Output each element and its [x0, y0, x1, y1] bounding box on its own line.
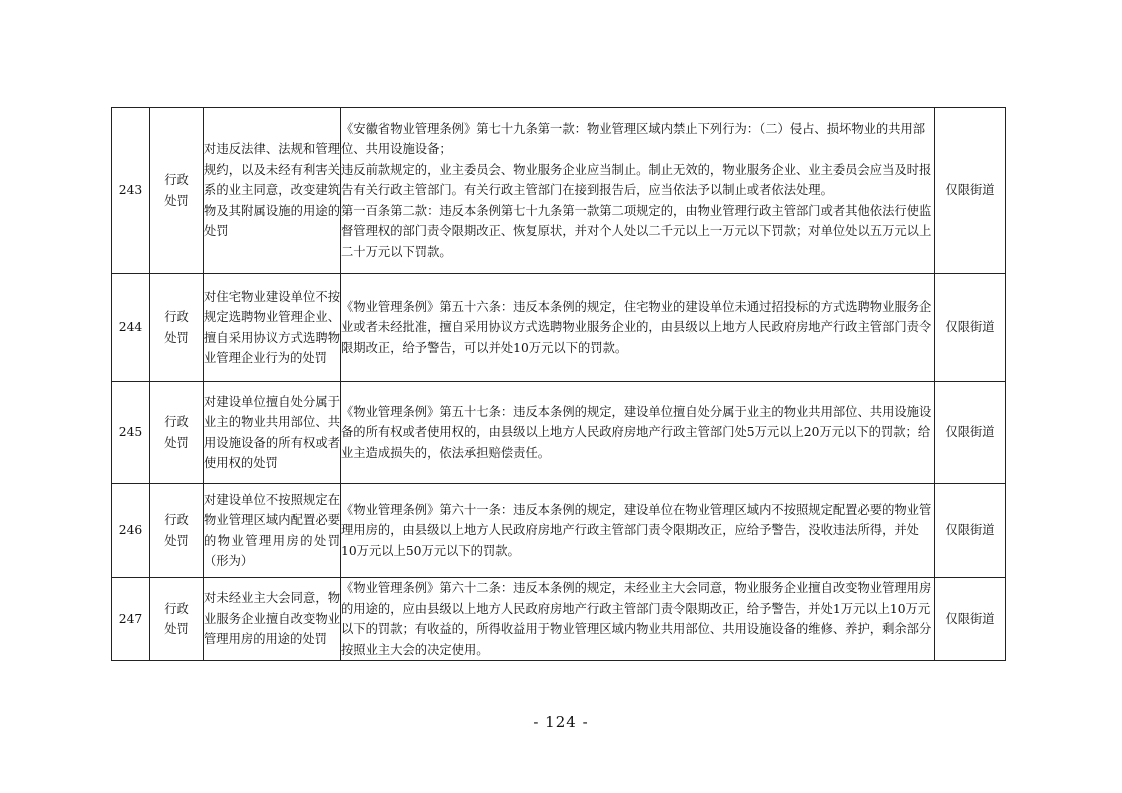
- penalty-category: [150, 484, 204, 578]
- row-number: 244: [112, 274, 150, 382]
- scope-cell: 仅限街道: [935, 274, 1006, 382]
- penalty-item: 对住宅物业建设单位不按规定选聘物业管理企业、擅自采用协议方式选聘物业管理企业行为的处罚: [204, 274, 341, 382]
- penalty-category: [150, 108, 204, 274]
- scope-cell: 仅限街道: [935, 484, 1006, 578]
- penalty-category: [150, 578, 204, 661]
- legal-basis-paragraph: 《物业管理条例》第五十七条：违反本条例的规定，建设单位擅自处分属于业主的物业共用部位、共用设施设备的所有权或者使用权的，由县级以上地方人民政府房地产行政主管部门处5万元以上20万元以下的罚款；给业主造成损失的，依法承担赔偿责任。: [341, 404, 932, 460]
- row-number: 243: [112, 108, 150, 274]
- penalty-item: 对违反法律、法规和管理规约，以及未经有利害关系的业主同意，改变建筑物及其附属设施的用途的处罚: [204, 108, 341, 274]
- scope-cell: 仅限街道: [935, 108, 1006, 274]
- penalty-item: 对建设单位不按照规定在物业管理区域内配置必要的物业管理用房的处罚（形为）: [204, 484, 341, 578]
- table-row: [112, 578, 1006, 661]
- legal-basis-paragraph: 违反前款规定的，业主委员会、物业服务企业应当制止。制止无效的，物业服务企业、业主委员会应当及时报告有关行政主管部门。有关行政主管部门在接到报告后，应当依法予以制止或者依法处理。: [341, 162, 932, 198]
- scope-cell: 仅限街道: [935, 382, 1006, 484]
- legal-basis-paragraph: 《安徽省物业管理条例》第七十九条第一款：物业管理区域内禁止下列行为：（二）侵占、损坏物业的共用部位、共用设施设备；: [341, 121, 926, 157]
- penalty-category: [150, 274, 204, 382]
- category-line: 行政: [164, 173, 189, 187]
- category-line: 处罚: [164, 533, 189, 548]
- legal-basis-paragraph: 《物业管理条例》第五十六条：违反本条例的规定，住宅物业的建设单位未通过招投标的方式选聘物业服务企业或者未经批准，擅自采用协议方式选聘物业服务企业的，由县级以上地方人民政府房地产行政主管部门责令限期改正，给予警告，可以并处10万元以下的罚款。: [341, 299, 932, 355]
- category-line: 行政: [164, 415, 189, 429]
- category-line: 行政: [164, 310, 189, 324]
- penalty-item: 对建设单位擅自处分属于业主的物业共用部位、共用设施设备的所有权或者使用权的处罚: [204, 382, 341, 484]
- table-row: [112, 274, 1006, 382]
- category-line: 行政: [164, 601, 189, 616]
- scope-cell: 仅限街道: [935, 578, 1006, 661]
- legal-basis: [341, 484, 935, 578]
- category-line: 行政: [164, 513, 189, 527]
- legal-basis: [341, 108, 935, 274]
- legal-basis-paragraph: 第一百条第二款：违反本条例第七十九条第一款第二项规定的，由物业管理行政主管部门或者其他依法行使监督管理权的部门责令限期改正、恢复原状，并对个人处以二千元以上一万元以下罚款；对单位处以五万元以上二十万元以下罚款。: [341, 203, 932, 259]
- table-row: [112, 484, 1006, 578]
- legal-basis-paragraph: 《物业管理条例》第六十二条：违反本条例的规定，未经业主大会同意，物业服务企业擅自改变物业管理用房的用途的，应由县级以上地方人民政府房地产行政主管部门责令限期改正，给予警告，并处1万元以上10万元以下的罚款；有收益的，所得收益用于物业管理区域内物业共用部位、共用设施设备的维修、养护，剩余部分按照业主大会的决定使用。: [341, 581, 932, 657]
- row-number: 245: [112, 382, 150, 484]
- penalty-category: [150, 382, 204, 484]
- category-line: 处罚: [164, 622, 189, 636]
- legal-basis: [341, 382, 935, 484]
- table-row: [112, 108, 1006, 274]
- legal-basis-paragraph: 《物业管理条例》第六十一条：违反本条例的规定，建设单位在物业管理区域内不按照规定配置必要的物业管理用房的，由县级以上地方人民政府房地产行政主管部门责令限期改正，应给予警告，没收违法所得，并处10万元以上50万元以下的罚款。: [341, 502, 932, 558]
- category-line: 处罚: [164, 193, 189, 208]
- category-line: 处罚: [164, 330, 189, 345]
- page-number: - 124 -: [533, 713, 589, 731]
- table-row: [112, 382, 1006, 484]
- penalty-item: 对未经业主大会同意，物业服务企业擅自改变物业管理用房的用途的处罚: [204, 578, 341, 661]
- legal-basis: [341, 274, 935, 382]
- administrative-penalty-table: [111, 107, 1006, 661]
- row-number: 246: [112, 484, 150, 578]
- table-body: [112, 108, 1006, 661]
- category-line: 处罚: [164, 435, 189, 450]
- legal-basis: [341, 578, 935, 661]
- row-number: 247: [112, 578, 150, 661]
